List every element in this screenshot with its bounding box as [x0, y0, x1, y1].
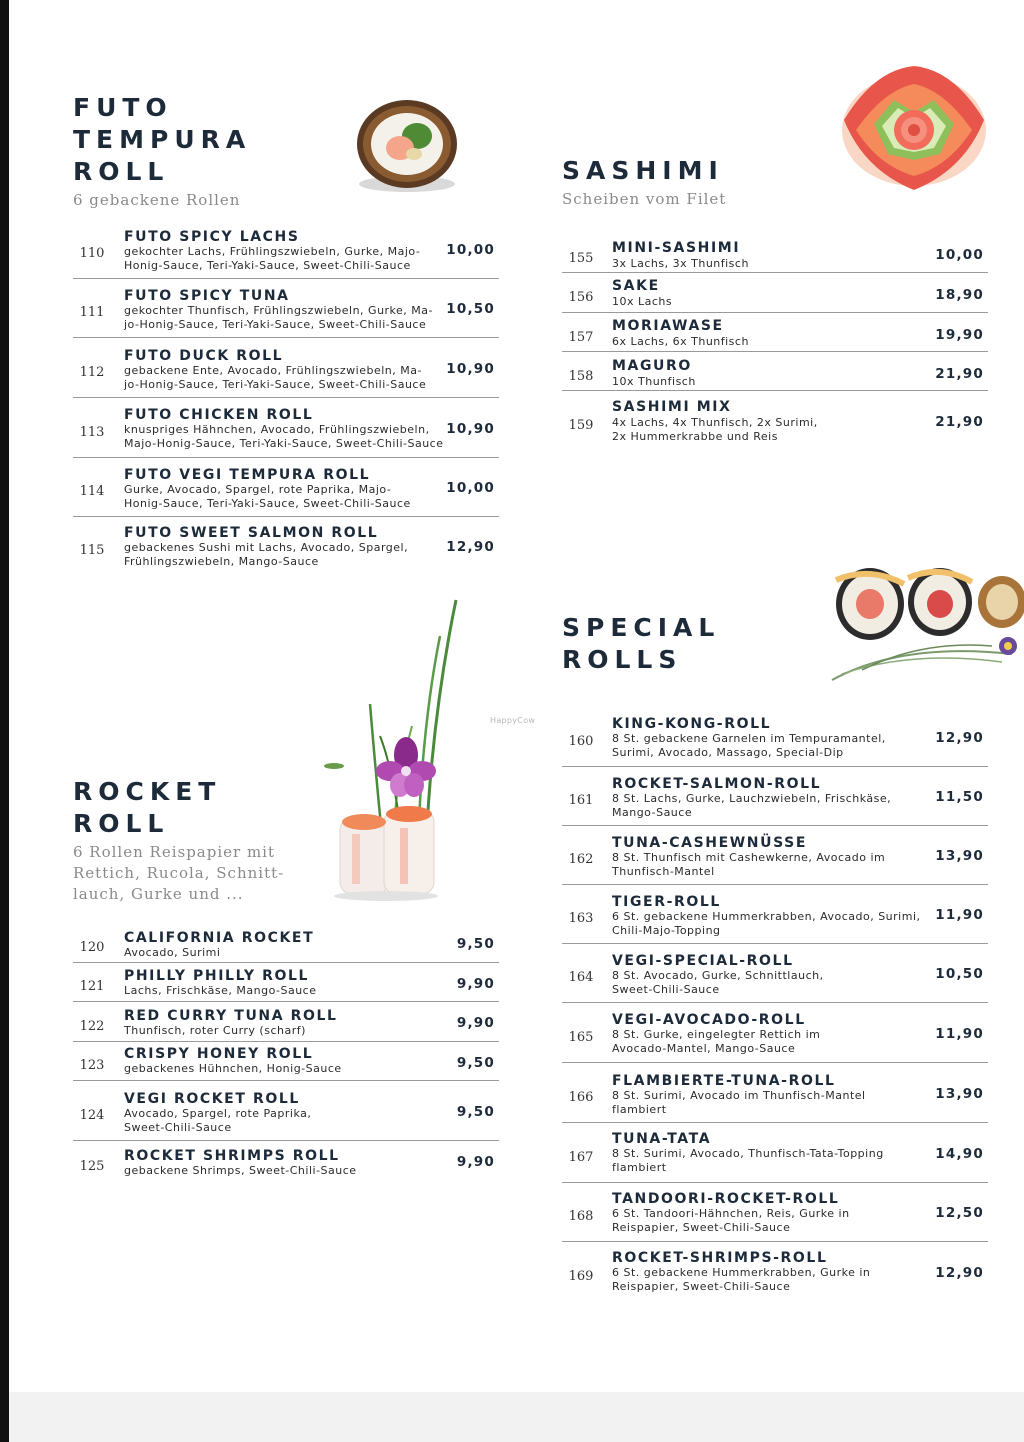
item-name: VEGI ROCKET ROLL [124, 1091, 300, 1107]
item-number: 157 [568, 330, 594, 345]
menu-item [562, 396, 988, 448]
item-description: 6 St. gebackene Hummerkrabben, Gurke in Reispapier, Sweet-Chili-Sauce [612, 1266, 871, 1293]
menu-item [73, 1046, 499, 1081]
item-price: 13,90 [935, 848, 984, 864]
item-name: VEGI-AVOCADO-ROLL [612, 1012, 806, 1028]
item-price: 10,50 [446, 301, 495, 317]
item-price: 9,90 [456, 1154, 495, 1170]
item-description: 8 St. Surimi, Avocado, Thunfisch-Tata-Topping flambiert [612, 1147, 884, 1174]
item-description: gekochter Lachs, Frühlingszwiebeln, Gurke, Majo- Honig-Sauce, Teri-Yaki-Sauce, Sweet-Chili-Sauce [124, 245, 421, 272]
item-description: 8 St. Avocado, Gurke, Schnittlauch, Sweet-Chili-Sauce [612, 969, 824, 996]
item-description: Thunfisch, roter Curry (scharf) [124, 1024, 306, 1037]
item-name: CALIFORNIA ROCKET [124, 930, 315, 946]
item-name: MORIAWASE [612, 318, 724, 334]
item-description: Lachs, Frischkäse, Mango-Sauce [124, 984, 317, 997]
item-price: 18,90 [935, 287, 984, 303]
menu-item [73, 1007, 499, 1042]
item-description: Avocado, Surimi [124, 946, 221, 959]
item-description: 6 St. gebackene Hummerkrabben, Avocado, Surimi, Chili-Majo-Topping [612, 910, 921, 937]
item-price: 21,90 [935, 414, 984, 430]
item-number: 155 [568, 251, 594, 266]
item-number: 162 [568, 852, 594, 867]
item-number: 121 [79, 979, 105, 994]
item-name: VEGI-SPECIAL-ROLL [612, 953, 794, 969]
item-number: 122 [79, 1019, 105, 1034]
item-price: 12,90 [935, 730, 984, 746]
item-name: TIGER-ROLL [612, 894, 721, 910]
menu-item [562, 772, 988, 826]
watermark-label: HappyCow [490, 716, 536, 725]
menu-item [73, 466, 499, 517]
menu-item [562, 1008, 988, 1063]
special-rolls-list [562, 712, 988, 1312]
menu-item [562, 831, 988, 885]
menu-item [562, 712, 988, 767]
rocket-roll-header [73, 776, 284, 905]
menu-item [562, 1128, 988, 1183]
item-number: 166 [568, 1090, 594, 1105]
item-number: 164 [568, 970, 594, 985]
section-title-line: ROCKET [73, 777, 222, 806]
item-price: 10,00 [935, 247, 984, 263]
item-name: MINI-SASHIMI [612, 240, 741, 256]
sashimi-list [562, 239, 988, 453]
menu-item [562, 317, 988, 352]
item-number: 158 [568, 369, 594, 384]
section-subtitle: Scheiben vom Filet [562, 190, 727, 208]
section-title-line: ROLL [73, 157, 170, 186]
item-name: MAGURO [612, 358, 692, 374]
menu-item [562, 239, 988, 273]
item-number: 160 [568, 734, 594, 749]
item-number: 113 [79, 425, 105, 440]
item-price: 11,90 [935, 1026, 984, 1042]
section-title-line: TEMPURA [73, 125, 252, 154]
item-name: SAKE [612, 278, 660, 294]
item-number: 110 [79, 246, 105, 261]
item-description: Avocado, Spargel, rote Paprika, Sweet-Chili-Sauce [124, 1107, 312, 1134]
section-subtitle: 6 gebackene Rollen [73, 191, 241, 209]
item-number: 161 [568, 793, 594, 808]
item-name: TUNA-CASHEWNÜSSE [612, 835, 807, 851]
item-description: gebackene Ente, Avocado, Frühlingszwiebeln, Ma- jo-Honig-Sauce, Teri-Yaki-Sauce, Sweet-Chili-Sauce [124, 364, 427, 391]
menu-item [73, 405, 499, 458]
item-price: 11,90 [935, 907, 984, 923]
item-description: 10x Thunfisch [612, 375, 696, 388]
item-name: PHILLY PHILLY ROLL [124, 968, 310, 984]
menu-item [562, 357, 988, 391]
sashimi-header [562, 155, 726, 210]
menu-item [73, 525, 499, 575]
item-description: 6x Lachs, 6x Thunfisch [612, 335, 749, 348]
menu-item [562, 1068, 988, 1123]
item-description: knuspriges Hähnchen, Avocado, Frühlingszwiebeln, Majo-Honig-Sauce, Teri-Yaki-Sauce, Sweet-Chili-Sauce [124, 423, 444, 450]
item-description: 8 St. Gurke, eingelegter Rettich im Avocado-Mantel, Mango-Sauce [612, 1028, 821, 1055]
menu-item [73, 929, 499, 963]
item-price: 9,50 [456, 1055, 495, 1071]
item-number: 120 [79, 940, 105, 955]
section-title-line: FUTO [73, 93, 173, 122]
futo-tempura-header [73, 92, 251, 211]
item-name: CRISPY HONEY ROLL [124, 1046, 314, 1062]
item-description: gebackene Shrimps, Sweet-Chili-Sauce [124, 1164, 357, 1177]
item-description: 8 St. Lachs, Gurke, Lauchzwiebeln, Frischkäse, Mango-Sauce [612, 792, 892, 819]
item-description: 8 St. Thunfisch mit Cashewkerne, Avocado im Thunfisch-Mantel [612, 851, 886, 878]
menu-item [73, 226, 499, 279]
item-name: FUTO CHICKEN ROLL [124, 407, 314, 423]
item-price: 9,50 [456, 936, 495, 952]
menu-item [562, 890, 988, 944]
page-spine [0, 0, 9, 1442]
item-name: TANDOORI-ROCKET-ROLL [612, 1191, 840, 1207]
item-description: gebackenes Sushi mit Lachs, Avocado, Spargel, Frühlingszwiebeln, Mango-Sauce [124, 541, 409, 568]
item-number: 169 [568, 1269, 594, 1284]
item-name: FUTO DUCK ROLL [124, 348, 284, 364]
item-description: 4x Lachs, 4x Thunfisch, 2x Surimi, 2x Hummerkrabbe und Reis [612, 416, 818, 443]
section-title-line: SPECIAL [562, 613, 721, 642]
item-price: 12,50 [935, 1205, 984, 1221]
item-price: 10,00 [446, 480, 495, 496]
item-number: 123 [79, 1058, 105, 1073]
item-price: 10,90 [446, 421, 495, 437]
item-name: FUTO SPICY LACHS [124, 229, 300, 245]
menu-item [73, 1086, 499, 1141]
item-name: FUTO SPICY TUNA [124, 288, 290, 304]
page-bottom-margin [9, 1392, 1024, 1442]
item-number: 168 [568, 1209, 594, 1224]
item-number: 165 [568, 1030, 594, 1045]
item-description: gebackenes Hühnchen, Honig-Sauce [124, 1062, 342, 1075]
item-number: 112 [79, 365, 105, 380]
item-price: 10,00 [446, 242, 495, 258]
item-price: 9,50 [456, 1104, 495, 1120]
section-title-line: ROLLS [562, 645, 683, 674]
item-name: RED CURRY TUNA ROLL [124, 1008, 338, 1024]
item-price: 14,90 [935, 1146, 984, 1162]
item-price: 9,90 [456, 976, 495, 992]
rocket-roll-list [73, 929, 499, 1187]
item-name: TUNA-TATA [612, 1131, 712, 1147]
menu-item [562, 1247, 988, 1301]
menu-item [73, 1145, 499, 1183]
item-number: 115 [79, 543, 105, 558]
section-title-line: ROLL [73, 809, 170, 838]
section-subtitle: 6 Rollen Reispapier mit Rettich, Rucola, Schnitt- lauch, Gurke und ... [73, 843, 285, 903]
item-price: 11,50 [935, 789, 984, 805]
item-description: 3x Lachs, 3x Thunfisch [612, 257, 749, 270]
item-number: 111 [79, 305, 105, 320]
menu-item [562, 277, 988, 313]
item-number: 156 [568, 290, 594, 305]
item-number: 159 [568, 418, 594, 433]
item-number: 167 [568, 1150, 594, 1165]
menu-item [562, 949, 988, 1003]
item-name: KING-KONG-ROLL [612, 716, 772, 732]
sashimi-flower-image [830, 52, 998, 212]
section-title-line: SASHIMI [562, 156, 724, 185]
special-rolls-header [562, 612, 720, 676]
menu-item [73, 286, 499, 338]
rocket-roll-image [322, 596, 472, 902]
item-name: SASHIMI MIX [612, 399, 732, 415]
item-description: Gurke, Avocado, Spargel, rote Paprika, Majo- Honig-Sauce, Teri-Yaki-Sauce, Sweet-Chili-Sauce [124, 483, 411, 510]
item-price: 19,90 [935, 327, 984, 343]
futo-tempura-list [73, 226, 499, 576]
item-name: ROCKET SHRIMPS ROLL [124, 1148, 340, 1164]
item-description: 8 St. gebackene Garnelen im Tempuramantel, Surimi, Avocado, Massago, Special-Dip [612, 732, 886, 759]
item-number: 124 [79, 1108, 105, 1123]
item-number: 163 [568, 911, 594, 926]
item-description: 8 St. Surimi, Avocado im Thunfisch-Mantel flambiert [612, 1089, 866, 1116]
special-rolls-image [822, 562, 1024, 692]
item-number: 114 [79, 484, 105, 499]
item-name: ROCKET-SHRIMPS-ROLL [612, 1250, 828, 1266]
item-description: gekochter Thunfisch, Frühlingszwiebeln, Gurke, Ma- jo-Honig-Sauce, Teri-Yaki-Sauce, Sweet-Chili-Sauce [124, 304, 433, 331]
item-price: 21,90 [935, 366, 984, 382]
item-price: 12,90 [446, 539, 495, 555]
item-name: ROCKET-SALMON-ROLL [612, 776, 822, 792]
menu-item [73, 346, 499, 398]
item-price: 9,90 [456, 1015, 495, 1031]
item-price: 13,90 [935, 1086, 984, 1102]
menu-item [562, 1188, 988, 1242]
futo-roll-image [352, 96, 462, 196]
item-price: 10,50 [935, 966, 984, 982]
item-name: FUTO VEGI TEMPURA ROLL [124, 467, 371, 483]
item-name: FLAMBIERTE-TUNA-ROLL [612, 1073, 836, 1089]
item-number: 125 [79, 1159, 105, 1174]
item-name: FUTO SWEET SALMON ROLL [124, 525, 379, 541]
item-price: 10,90 [446, 361, 495, 377]
item-description: 10x Lachs [612, 295, 673, 308]
menu-item [73, 967, 499, 1002]
item-description: 6 St. Tandoori-Hähnchen, Reis, Gurke in Reispapier, Sweet-Chili-Sauce [612, 1207, 850, 1234]
item-price: 12,90 [935, 1265, 984, 1281]
